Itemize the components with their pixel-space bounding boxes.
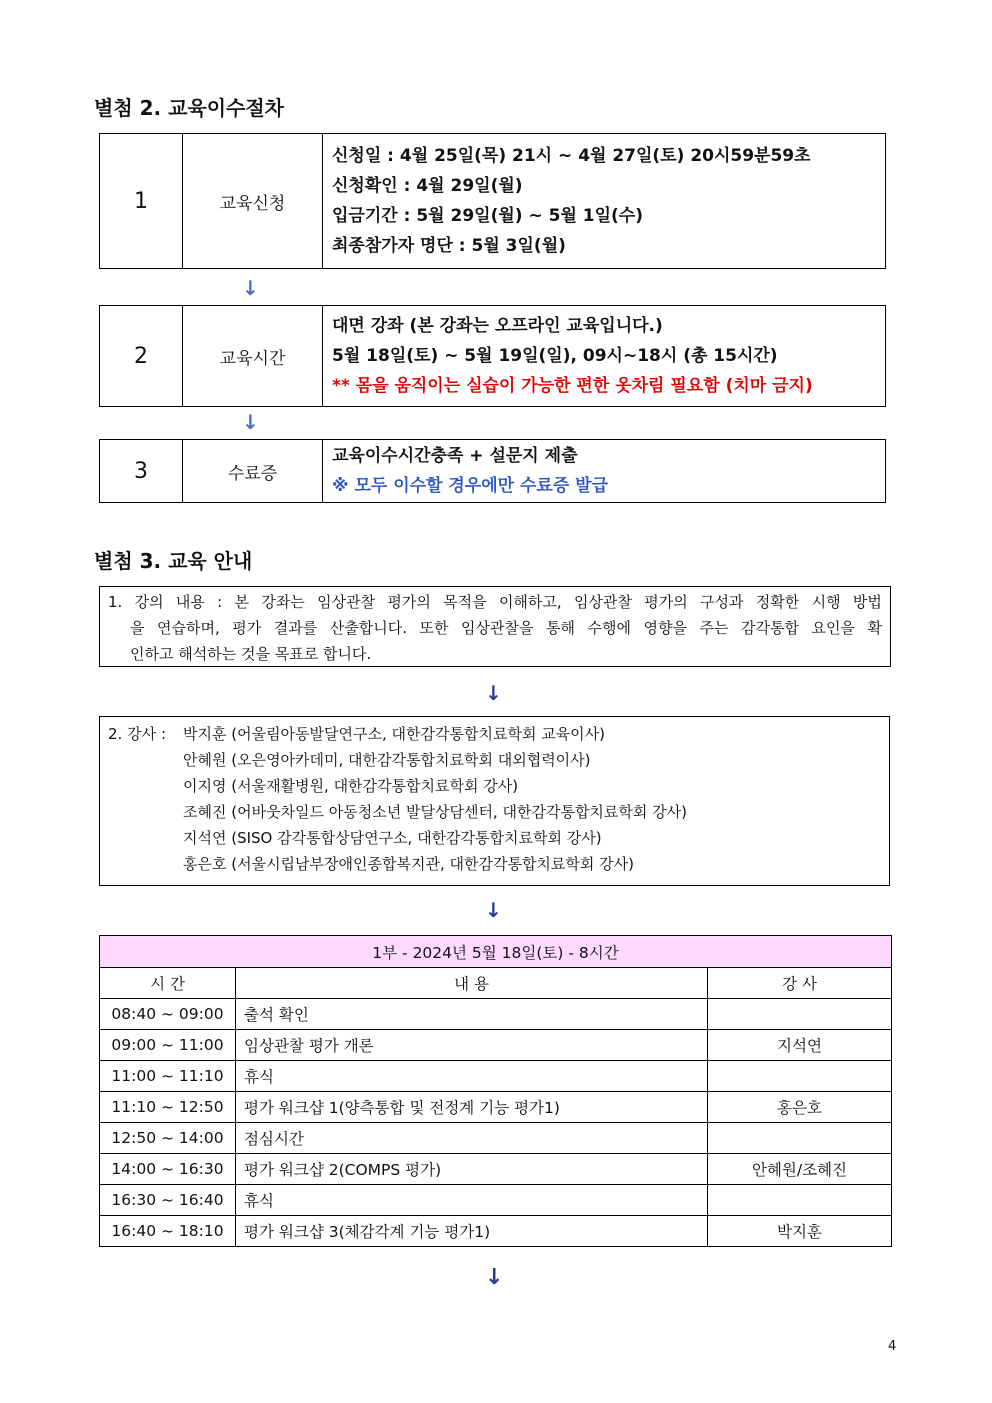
schedule-content: 휴식 [236,1185,708,1216]
schedule-instructor: 지석연 [708,1030,892,1061]
instructor-entry: 조혜진 (어바웃차일드 아동청소년 발달상담센터, 대한감각통합치료학회 강사) [183,803,687,821]
instructor-line [108,773,881,799]
step-2-warning: ** 몸을 움직이는 실습이 가능한 편한 옷차림 필요함 (치마 금지) [332,376,813,396]
step-1-line: 최종참가자 명단 : 5월 3일(월) [332,236,566,256]
schedule-instructor: 안혜원/조혜진 [708,1154,892,1185]
step-2-line: 대면 강좌 (본 강좌는 오프라인 교육입니다.) [332,316,663,336]
schedule-header-instructor: 강 사 [708,968,892,999]
content-word: 감각통합 [740,619,799,637]
schedule-instructor [708,999,892,1030]
step-3-number: 3 [100,440,183,503]
content-word: 임상관찰을 [461,619,534,637]
schedule-time: 09:00 ~ 11:00 [100,1030,236,1061]
content-word: 주는 [699,619,729,637]
down-arrow-icon: ↓ [242,276,259,300]
section3-heading: 별첨 3. 교육 안내 [94,549,253,573]
content-word: 평가의 [644,593,688,611]
down-arrow-icon: ↓ [242,410,259,434]
instructor-line [108,721,881,747]
table-row [100,1154,892,1185]
step-1-line: 신청확인 : 4월 29일(월) [332,176,523,196]
schedule-content: 평가 워크샵 3(체감각계 기능 평가1) [236,1216,708,1247]
content-word: 구성과 [700,593,744,611]
schedule-header-content: 내 용 [236,968,708,999]
step-2-line: 5월 18일(토) ~ 5월 19일(일), 09시~18시 (총 15시간) [332,346,778,366]
instructors-label: 2. 강사 : [108,725,166,743]
table-row [100,1092,892,1123]
down-arrow-icon: ↓ [485,681,502,705]
content-word: 또한 [419,619,449,637]
content-word: 임상관찰 [573,593,632,611]
step-2-label: 교육시간 [183,306,323,407]
schedule-content: 휴식 [236,1061,708,1092]
schedule-content: 임상관찰 평가 개론 [236,1030,708,1061]
instructor-line [108,851,881,877]
step-1-number: 1 [100,134,183,269]
schedule-instructor [708,1123,892,1154]
content-line-2 [108,615,882,641]
schedule-instructor [708,1061,892,1092]
instructor-entry: 박지훈 (어울림아동발달연구소, 대한감각통합치료학회 교육이사) [183,725,606,743]
schedule-time: 11:10 ~ 12:50 [100,1092,236,1123]
schedule-time: 08:40 ~ 09:00 [100,999,236,1030]
step-1-label: 교육신청 [183,134,323,269]
content-word: 연습하며, [157,619,220,637]
content-word: 을 [130,619,145,637]
table-row [100,1185,892,1216]
content-word: 목적을 [443,593,487,611]
instructor-entry: 안혜원 (오은영아카데미, 대한감각통합치료학회 대외협력이사) [183,751,591,769]
step-3-details [323,440,886,503]
content-line-3 [108,641,882,667]
instructor-line [108,799,881,825]
instructors-box [99,716,890,886]
content-word: 요인을 [811,619,855,637]
content-word: 정확한 [755,593,800,611]
schedule-header-time: 시 간 [100,968,236,999]
step-1-details [323,134,886,269]
step-2-number: 2 [100,306,183,407]
schedule-instructor [708,1185,892,1216]
content-word: 통해 [545,619,575,637]
step-3-label: 수료증 [183,440,323,503]
schedule-time: 14:00 ~ 16:30 [100,1154,236,1185]
step-1-table [99,133,886,269]
content-word: 확 [867,619,882,637]
table-row [100,1216,892,1247]
content-word: : [217,593,223,611]
content-line-1 [108,589,882,615]
table-row [100,1061,892,1092]
schedule-content: 출석 확인 [236,999,708,1030]
content-word: 인하고 해석하는 것을 목표로 합니다. [130,645,372,663]
table-row [100,999,892,1030]
schedule-content: 점심시간 [236,1123,708,1154]
step-2-details [323,306,886,407]
down-arrow-icon: ↓ [485,1265,504,1290]
content-word: 임상관찰 [317,593,376,611]
step-1-line: 신청일 : 4월 25일(목) 21시 ~ 4월 27일(토) 20시59분59초 [332,146,811,166]
instructor-entry: 홍은호 (서울시립남부장애인종합복지관, 대한감각통합치료학회 강사) [183,855,634,873]
step-3-line: 교육이수시간충족 + 설문지 제출 [332,446,578,466]
content-word: 수행에 [587,619,631,637]
step-3-note: ※ 모두 이수할 경우에만 수료증 발급 [332,476,609,496]
content-word: 본 [234,593,250,611]
content-word: 시행 [811,593,841,611]
content-word: 평가의 [387,593,431,611]
page-number: 4 [888,1339,897,1354]
content-word: 영향을 [643,619,687,637]
content-word: 강좌는 [261,593,305,611]
schedule-instructor: 박지훈 [708,1216,892,1247]
instructor-line [108,825,881,851]
instructor-line [108,747,881,773]
schedule-time: 16:40 ~ 18:10 [100,1216,236,1247]
schedule-title: 1부 - 2024년 5월 18일(토) - 8시간 [100,936,892,968]
down-arrow-icon: ↓ [485,898,502,922]
table-row [100,1030,892,1061]
step-1-line: 입금기간 : 5월 29일(월) ~ 5월 1일(수) [332,206,643,226]
content-word: 방법 [852,593,882,611]
instructor-entry: 지석연 (SISO 감각통합상담연구소, 대한감각통합치료학회 강사) [183,829,602,847]
section2-heading: 별첨 2. 교육이수절차 [94,96,284,120]
content-word: 이해하고, [498,593,562,611]
schedule-time: 16:30 ~ 16:40 [100,1185,236,1216]
schedule-time: 12:50 ~ 14:00 [100,1123,236,1154]
content-word: 강의 [134,593,164,611]
schedule-time: 11:00 ~ 11:10 [100,1061,236,1092]
schedule-content: 평가 워크샵 1(양측통합 및 전정계 기능 평가1) [236,1092,708,1123]
schedule-instructor: 홍은호 [708,1092,892,1123]
content-word: 1. [108,593,123,611]
content-word: 산출합니다. [329,619,407,637]
course-content-box [99,586,891,667]
content-word: 결과를 [273,619,318,637]
step-2-table [99,305,886,407]
instructor-entry: 이지영 (서울재활병원, 대한감각통합치료학회 강사) [183,777,519,795]
content-word: 평가 [232,619,262,637]
schedule-content: 평가 워크샵 2(COMPS 평가) [236,1154,708,1185]
table-row [100,1123,892,1154]
step-3-table [99,439,886,503]
schedule-table [99,935,892,1247]
content-word: 내용 [175,593,205,611]
